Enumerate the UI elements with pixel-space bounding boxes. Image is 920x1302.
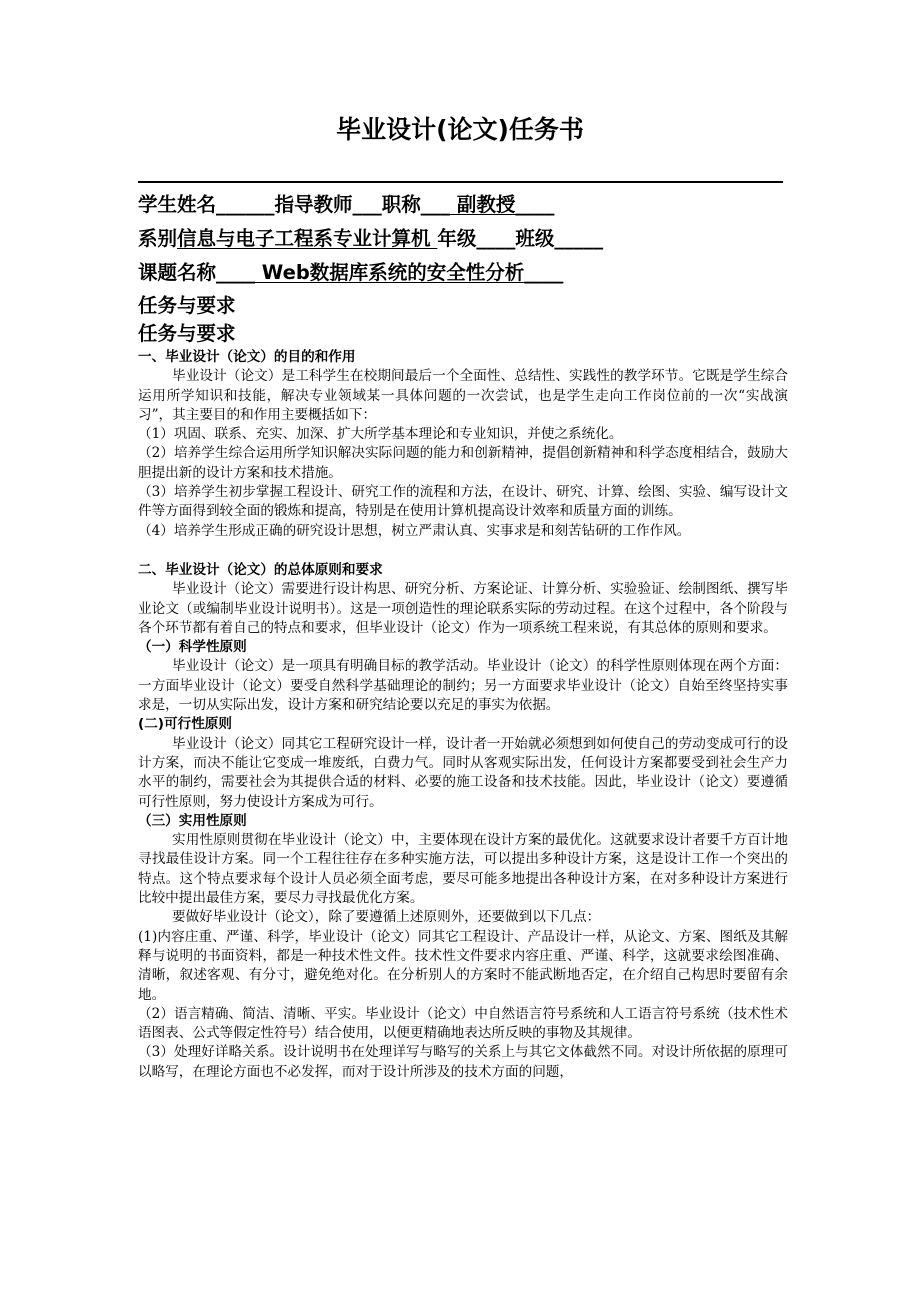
subsection-heading: (二)可行性原则 — [138, 716, 232, 733]
advisor-blank: ___ — [352, 193, 382, 216]
paragraph: 毕业设计（论文）同其它工程研究设计一样，设计者一开始就必须想到如何使自己的劳动变成可行的设计方案，而决不能让它变成一堆废纸，白费力气。同时从客观实际出发，任何设计方案都要受到社会生产力水平的制约，需要社会为其提供合适的材料、必要的施工设备和技术技能。因此，毕业设计（论文）要遵循可行性原则，努力使设计方案成为可行。 — [138, 735, 788, 810]
grade-blank: ____ — [476, 227, 516, 250]
student-name-label: 学生姓名 — [138, 193, 217, 216]
paragraph: 毕业设计（论文）需要进行设计构思、研究分析、方案论证、计算分析、实验验证、绘制图纸、撰写毕业论文（或编制毕业设计说明书）。这是一项创造性的理论联系实际的劳动过程。在这个过程中，各个阶段与各个环节都有着自己的特点和要求，但毕业设计（论文）作为一项系统工程来说，有其总体的原则和要求。 — [138, 581, 788, 636]
list-item: （4）培养学生形成正确的研究设计思想，树立严肃认真、实事求是和刻苦钻研的工作作风。 — [138, 522, 691, 539]
grade-label: 年级 — [437, 227, 477, 250]
list-item: （1）巩固、联系、充实、加深、扩大所学基本理论和专业知识，并使之系统化。 — [138, 426, 623, 443]
department-value: 信息与电子工程系 — [177, 227, 334, 250]
class-label: 班级 — [515, 227, 555, 250]
section-heading: 一、毕业设计（论文）的目的和作用 — [138, 349, 356, 365]
info-row-student — [138, 191, 788, 219]
subsection-heading: （三）实用性原则 — [138, 812, 247, 829]
advisor-label: 指导教师 — [274, 193, 353, 216]
list-item: （3）培养学生初步掌握工程设计、研究工作的流程和方法，在设计、研究、计算、绘图、实验、编写设计文件等方面得到较全面的锻炼和提高，特别是在使用计算机提高设计效率和质量方面的训练。 — [138, 484, 788, 520]
info-row-department — [138, 225, 788, 253]
paragraph: 实用性原则贯彻在毕业设计（论文）中，主要体现在设计方案的最优化。这就要求设计者要千方百计地寻找最佳设计方案。同一个工程往往存在多种实施方法，可以提出多种设计方案，这是设计工作一个突出的特点。这个特点要求每个设计人员必须全面考虑，要尽可能多地提出各种设计方案，在对多种设计方案进行比较中提出最佳方案，要尽力寻找最优化方案。 — [138, 832, 788, 907]
topic-value: ____ Web数据库系统的安全性分析____ — [216, 261, 564, 284]
paragraph: 毕业设计（论文）是一项具有明确目标的教学活动。毕业设计（论文）的科学性原则体现在两个方面：一方面毕业设计（论文）要受自然科学基础理论的制约；另一方面要求毕业设计（论文）自始至终坚持实事求是，一切从实际出发，设计方案和研究结论要以充足的事实为依据。 — [138, 658, 788, 714]
list-item: （2）培养学生综合运用所学知识解决实际问题的能力和创新精神，提倡创新精神和科学态度相结合，鼓励大胆提出新的设计方案和技术措施。 — [138, 445, 788, 481]
title-divider — [138, 181, 783, 183]
major-label: 专业 — [333, 227, 373, 250]
info-row-topic — [138, 259, 788, 287]
major-value: 计算机 — [372, 227, 438, 250]
class-blank: _____ — [554, 227, 604, 250]
department-label: 系别 — [138, 227, 178, 250]
job-title-label: 职称 — [381, 193, 421, 216]
document-body — [138, 348, 788, 1082]
list-item: (1)内容庄重、严谨、科学，毕业设计（论文）同其它工程设计、产品设计一样，从论文、方案、图纸及其解释与说明的书面资料，都是一种技术性文件。技术性文件要求内容庄重、严谨、科学，这就要求绘图准确、清晰，叙述客观、有分寸，避免绝对化。在分析别人的方案时不能武断地否定，在介绍自己构思时要留有余地。 — [138, 928, 788, 1003]
task-heading-repeat: 任务与要求 — [138, 322, 236, 345]
student-name-blank: ______ — [216, 193, 275, 216]
spacer — [138, 541, 788, 561]
paragraph: 要做好毕业设计（论文），除了要遵循上述原则外，还要做到以下几点： — [172, 909, 601, 926]
list-item: （3）处理好详略关系。设计说明书在处理详写与略写的关系上与其它文体截然不同。对设计所依据的原理可以略写，在理论方面也不必发挥，而对于设计所涉及的技术方面的问题， — [138, 1044, 788, 1080]
paragraph: 毕业设计（论文）是工科学生在校期间最后一个全面性、总结性、实践性的教学环节。它既是学生综合运用所学知识和技能，解决专业领域某一具体问题的一次尝试，也是学生走向工作岗位前的一次“实战演习”，其主要目的和作用主要概括如下： — [138, 368, 788, 423]
subsection-heading: （一）科学性原则 — [138, 639, 247, 656]
section-heading: 二、毕业设计（论文）的总体原则和要求 — [138, 561, 383, 578]
document-title: 毕业设计(论文)任务书 — [336, 115, 584, 144]
task-heading: 任务与要求 — [138, 294, 236, 317]
topic-label: 课题名称 — [138, 261, 217, 284]
job-title-value: ___ 副教授____ — [420, 193, 555, 216]
list-item: （2）语言精确、简洁、清晰、平实。毕业设计（论文）中自然语言符号系统和人工语言符号系统（技术性术语图表、公式等假定性符号）结合使用，以便更精确地表达所反映的事物及其规律。 — [138, 1005, 788, 1042]
